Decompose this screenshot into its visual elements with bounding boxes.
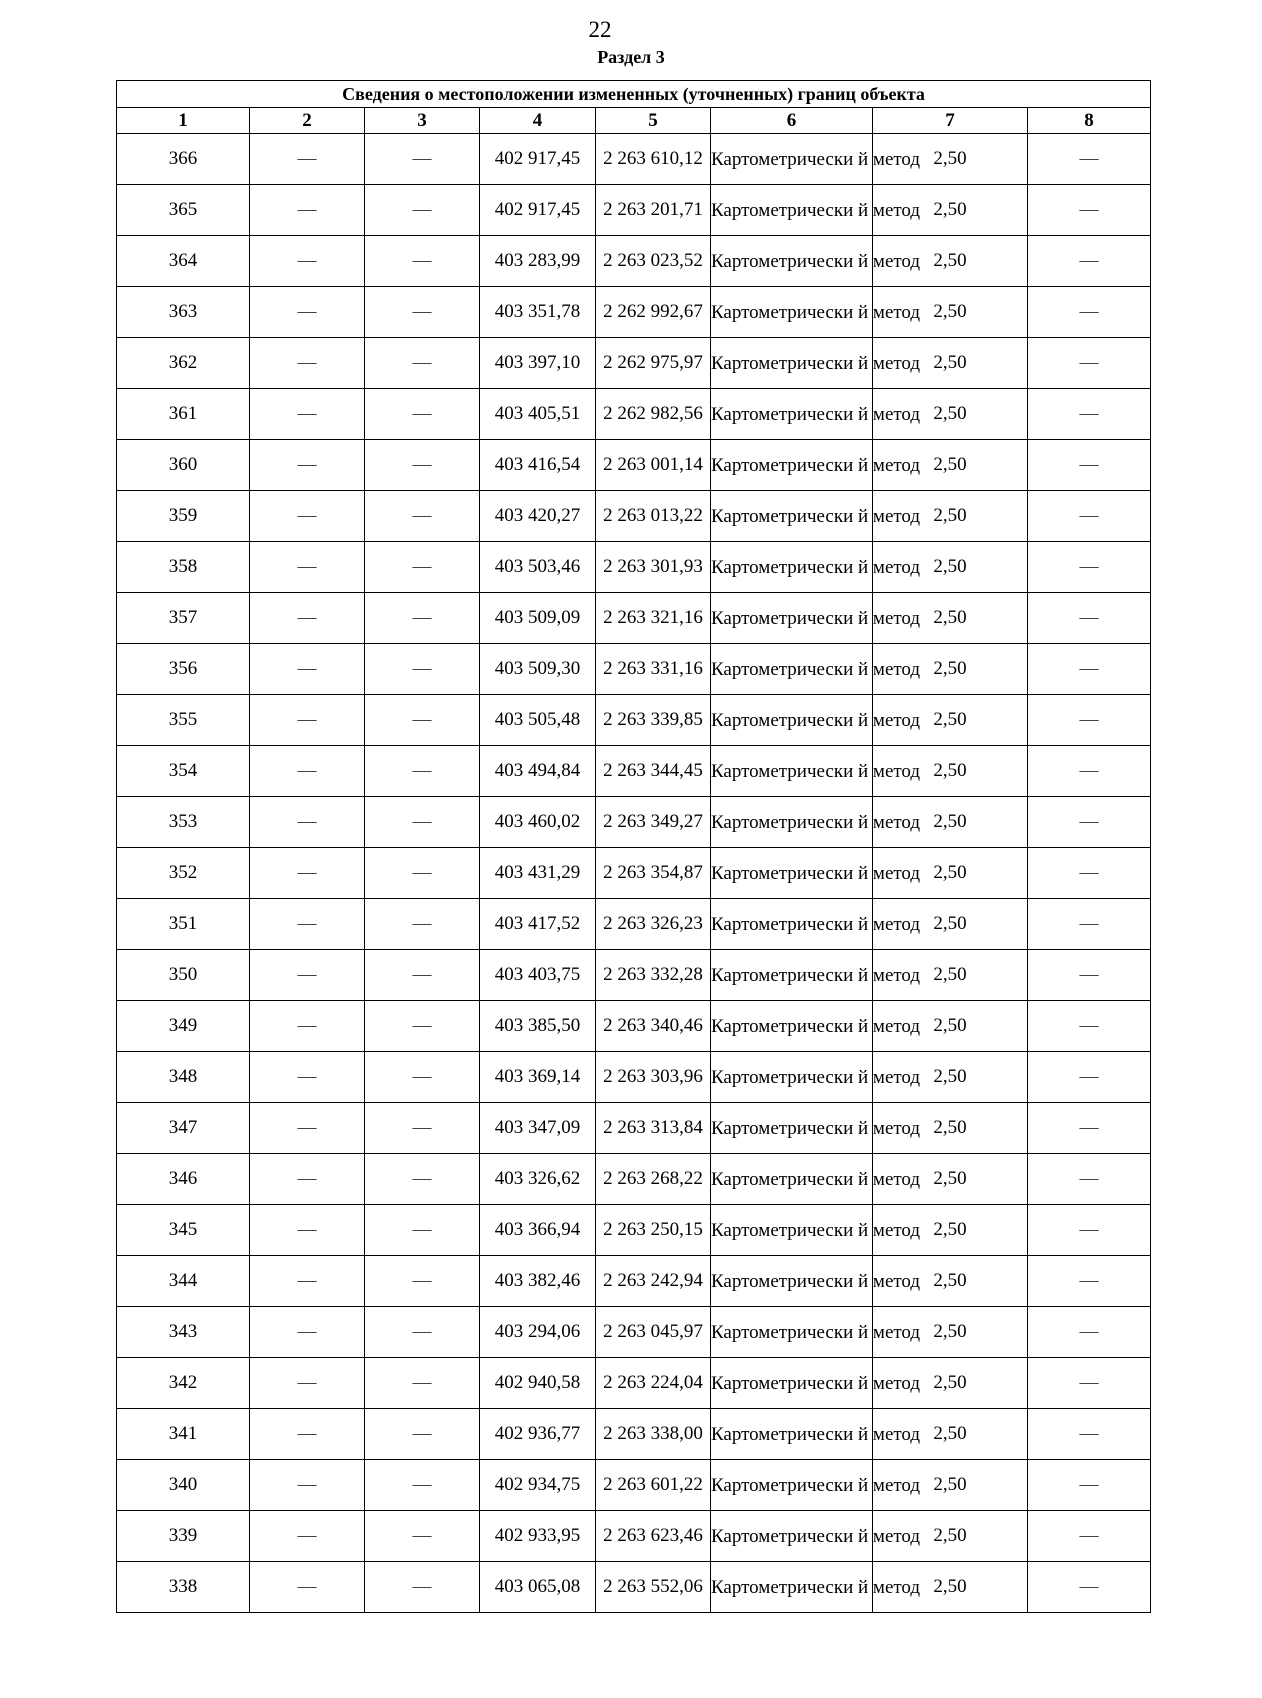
cell-col-8: — [1028,1307,1151,1358]
table-caption-row [117,81,1151,108]
cell-accuracy: 2,50 [873,1562,1028,1613]
table-row [117,950,1151,1001]
cell-point-number: 351 [117,899,250,950]
cell-col-3: — [365,950,480,1001]
cell-col-2: — [250,1001,365,1052]
cell-col-8: — [1028,644,1151,695]
cell-point-number: 350 [117,950,250,1001]
cell-coordinate-y: 2 263 349,27 [596,797,711,848]
cell-coordinate-x: 403 065,08 [480,1562,596,1613]
cell-coordinate-x: 403 403,75 [480,950,596,1001]
cell-point-number: 365 [117,185,250,236]
cell-col-8: — [1028,1001,1151,1052]
table-row [117,491,1151,542]
cell-accuracy: 2,50 [873,134,1028,185]
cell-point-number: 353 [117,797,250,848]
cell-col-3: — [365,1205,480,1256]
table-row [117,1154,1151,1205]
cell-col-3: — [365,1307,480,1358]
cell-col-3: — [365,746,480,797]
cell-col-2: — [250,491,365,542]
cell-col-2: — [250,338,365,389]
cell-accuracy: 2,50 [873,1205,1028,1256]
cell-method: Картометрически й метод [711,542,873,593]
cell-col-3: — [365,1409,480,1460]
cell-coordinate-y: 2 263 340,46 [596,1001,711,1052]
table-row [117,134,1151,185]
cell-col-3: — [365,185,480,236]
cell-col-3: — [365,1511,480,1562]
table-row [117,1001,1151,1052]
cell-point-number: 338 [117,1562,250,1613]
cell-point-number: 357 [117,593,250,644]
cell-point-number: 360 [117,440,250,491]
cell-col-3: — [365,695,480,746]
cell-accuracy: 2,50 [873,287,1028,338]
cell-col-2: — [250,1562,365,1613]
cell-accuracy: 2,50 [873,593,1028,644]
cell-coordinate-x: 403 397,10 [480,338,596,389]
column-number-1: 1 [117,108,250,134]
cell-col-2: — [250,134,365,185]
cell-coordinate-y: 2 263 045,97 [596,1307,711,1358]
cell-col-8: — [1028,950,1151,1001]
cell-col-2: — [250,1358,365,1409]
cell-point-number: 346 [117,1154,250,1205]
cell-accuracy: 2,50 [873,1001,1028,1052]
cell-col-3: — [365,1460,480,1511]
cell-method: Картометрически й метод [711,1562,873,1613]
cell-accuracy: 2,50 [873,695,1028,746]
cell-method: Картометрически й метод [711,1001,873,1052]
cell-coordinate-x: 403 405,51 [480,389,596,440]
cell-coordinate-y: 2 263 303,96 [596,1052,711,1103]
table-row [117,695,1151,746]
cell-point-number: 348 [117,1052,250,1103]
cell-point-number: 355 [117,695,250,746]
cell-col-3: — [365,236,480,287]
cell-coordinate-x: 403 382,46 [480,1256,596,1307]
cell-accuracy: 2,50 [873,1154,1028,1205]
cell-method: Картометрически й метод [711,1103,873,1154]
cell-accuracy: 2,50 [873,644,1028,695]
column-number-2: 2 [250,108,365,134]
cell-coordinate-y: 2 263 268,22 [596,1154,711,1205]
cell-point-number: 345 [117,1205,250,1256]
cell-col-8: — [1028,287,1151,338]
cell-coordinate-y: 2 263 250,15 [596,1205,711,1256]
cell-coordinate-x: 402 934,75 [480,1460,596,1511]
cell-point-number: 340 [117,1460,250,1511]
cell-coordinate-y: 2 263 338,00 [596,1409,711,1460]
cell-method: Картометрически й метод [711,1205,873,1256]
cell-coordinate-y: 2 263 001,14 [596,440,711,491]
table-row [117,1052,1151,1103]
column-number-6: 6 [711,108,873,134]
cell-col-8: — [1028,1256,1151,1307]
cell-point-number: 339 [117,1511,250,1562]
cell-point-number: 344 [117,1256,250,1307]
cell-coordinate-x: 403 326,62 [480,1154,596,1205]
cell-col-8: — [1028,491,1151,542]
table-row [117,899,1151,950]
cell-col-8: — [1028,542,1151,593]
cell-coordinate-x: 402 917,45 [480,134,596,185]
cell-col-8: — [1028,134,1151,185]
cell-method: Картометрически й метод [711,134,873,185]
table-row [117,593,1151,644]
cell-col-8: — [1028,1103,1151,1154]
cell-coordinate-x: 403 494,84 [480,746,596,797]
table-row [117,1307,1151,1358]
cell-coordinate-y: 2 263 552,06 [596,1562,711,1613]
cell-col-8: — [1028,1409,1151,1460]
cell-method: Картометрически й метод [711,185,873,236]
cell-coordinate-y: 2 263 344,45 [596,746,711,797]
table-row [117,287,1151,338]
cell-col-3: — [365,848,480,899]
table-row [117,848,1151,899]
cell-accuracy: 2,50 [873,1511,1028,1562]
cell-coordinate-y: 2 262 975,97 [596,338,711,389]
cell-coordinate-x: 402 936,77 [480,1409,596,1460]
cell-method: Картометрически й метод [711,848,873,899]
table-caption: Сведения о местоположении измененных (уточненных) границ объекта [117,81,1151,108]
cell-col-2: — [250,542,365,593]
cell-method: Картометрически й метод [711,440,873,491]
table-row [117,1460,1151,1511]
cell-method: Картометрически й метод [711,1409,873,1460]
cell-accuracy: 2,50 [873,491,1028,542]
cell-coordinate-x: 403 351,78 [480,287,596,338]
cell-col-3: — [365,491,480,542]
cell-col-8: — [1028,236,1151,287]
cell-col-8: — [1028,593,1151,644]
cell-col-8: — [1028,1358,1151,1409]
cell-point-number: 363 [117,287,250,338]
table-row [117,746,1151,797]
cell-coordinate-x: 403 431,29 [480,848,596,899]
cell-col-8: — [1028,1154,1151,1205]
cell-method: Картометрически й метод [711,950,873,1001]
column-number-3: 3 [365,108,480,134]
table-row [117,542,1151,593]
cell-coordinate-x: 403 385,50 [480,1001,596,1052]
cell-point-number: 362 [117,338,250,389]
cell-accuracy: 2,50 [873,899,1028,950]
cell-col-3: — [365,1562,480,1613]
cell-col-8: — [1028,1052,1151,1103]
cell-col-3: — [365,1103,480,1154]
cell-col-3: — [365,797,480,848]
cell-method: Картометрически й метод [711,1256,873,1307]
cell-col-2: — [250,1205,365,1256]
cell-accuracy: 2,50 [873,338,1028,389]
section-title: Раздел 3 [597,47,665,67]
cell-coordinate-y: 2 262 992,67 [596,287,711,338]
cell-col-2: — [250,1409,365,1460]
cell-col-3: — [365,1358,480,1409]
cell-point-number: 359 [117,491,250,542]
cell-point-number: 341 [117,1409,250,1460]
cell-point-number: 358 [117,542,250,593]
cell-col-8: — [1028,695,1151,746]
cell-method: Картометрически й метод [711,1052,873,1103]
cell-col-2: — [250,389,365,440]
cell-col-3: — [365,287,480,338]
cell-coordinate-x: 403 283,99 [480,236,596,287]
cell-col-8: — [1028,1205,1151,1256]
table-row [117,185,1151,236]
cell-col-2: — [250,1103,365,1154]
cell-col-8: — [1028,440,1151,491]
cell-coordinate-x: 403 505,48 [480,695,596,746]
cell-col-2: — [250,1511,365,1562]
cell-method: Картометрически й метод [711,1511,873,1562]
cell-col-3: — [365,338,480,389]
column-number-8: 8 [1028,108,1151,134]
cell-col-3: — [365,389,480,440]
boundary-coordinates-table [116,80,1151,1613]
cell-accuracy: 2,50 [873,1358,1028,1409]
cell-col-3: — [365,542,480,593]
cell-col-8: — [1028,338,1151,389]
table-row [117,1358,1151,1409]
table-row [117,1409,1151,1460]
cell-coordinate-y: 2 263 332,28 [596,950,711,1001]
cell-point-number: 347 [117,1103,250,1154]
cell-coordinate-x: 403 420,27 [480,491,596,542]
cell-col-2: — [250,848,365,899]
cell-point-number: 366 [117,134,250,185]
cell-col-3: — [365,1052,480,1103]
cell-col-2: — [250,950,365,1001]
cell-method: Картометрически й метод [711,287,873,338]
cell-coordinate-x: 403 503,46 [480,542,596,593]
cell-coordinate-x: 403 347,09 [480,1103,596,1154]
cell-method: Картометрически й метод [711,491,873,542]
page-number: 22 [588,17,612,42]
cell-accuracy: 2,50 [873,1307,1028,1358]
cell-col-2: — [250,185,365,236]
cell-coordinate-x: 402 917,45 [480,185,596,236]
cell-coordinate-y: 2 263 013,22 [596,491,711,542]
cell-accuracy: 2,50 [873,440,1028,491]
cell-col-3: — [365,1154,480,1205]
cell-col-2: — [250,236,365,287]
cell-method: Картометрически й метод [711,1460,873,1511]
cell-point-number: 352 [117,848,250,899]
table-row [117,236,1151,287]
cell-accuracy: 2,50 [873,1460,1028,1511]
cell-col-3: — [365,134,480,185]
cell-accuracy: 2,50 [873,1256,1028,1307]
cell-coordinate-y: 2 263 601,22 [596,1460,711,1511]
cell-coordinate-y: 2 263 331,16 [596,644,711,695]
cell-coordinate-y: 2 262 982,56 [596,389,711,440]
table-row [117,1511,1151,1562]
cell-col-8: — [1028,746,1151,797]
cell-coordinate-y: 2 263 610,12 [596,134,711,185]
cell-accuracy: 2,50 [873,746,1028,797]
cell-coordinate-y: 2 263 224,04 [596,1358,711,1409]
cell-coordinate-x: 403 417,52 [480,899,596,950]
table-row [117,797,1151,848]
cell-col-8: — [1028,899,1151,950]
cell-coordinate-x: 403 369,14 [480,1052,596,1103]
cell-col-8: — [1028,1511,1151,1562]
cell-method: Картометрически й метод [711,695,873,746]
cell-col-2: — [250,1307,365,1358]
column-number-row [117,108,1151,134]
table-row [117,1562,1151,1613]
cell-col-3: — [365,644,480,695]
cell-accuracy: 2,50 [873,236,1028,287]
column-number-5: 5 [596,108,711,134]
cell-coordinate-y: 2 263 623,46 [596,1511,711,1562]
cell-col-3: — [365,593,480,644]
cell-method: Картометрически й метод [711,1358,873,1409]
cell-coordinate-y: 2 263 321,16 [596,593,711,644]
cell-col-8: — [1028,185,1151,236]
cell-accuracy: 2,50 [873,848,1028,899]
table-row [117,1103,1151,1154]
cell-col-2: — [250,644,365,695]
cell-method: Картометрически й метод [711,644,873,695]
cell-coordinate-x: 403 294,06 [480,1307,596,1358]
cell-col-3: — [365,899,480,950]
cell-point-number: 361 [117,389,250,440]
cell-accuracy: 2,50 [873,950,1028,1001]
cell-col-8: — [1028,1460,1151,1511]
cell-point-number: 342 [117,1358,250,1409]
cell-coordinate-y: 2 263 313,84 [596,1103,711,1154]
cell-point-number: 354 [117,746,250,797]
table-body [117,134,1151,1613]
cell-point-number: 364 [117,236,250,287]
cell-col-8: — [1028,1562,1151,1613]
cell-col-8: — [1028,848,1151,899]
cell-method: Картометрически й метод [711,1307,873,1358]
cell-col-2: — [250,797,365,848]
cell-col-3: — [365,440,480,491]
table-row [117,338,1151,389]
cell-col-2: — [250,593,365,644]
cell-col-2: — [250,746,365,797]
cell-coordinate-x: 402 933,95 [480,1511,596,1562]
cell-col-2: — [250,1256,365,1307]
cell-col-2: — [250,899,365,950]
cell-col-2: — [250,1052,365,1103]
cell-col-8: — [1028,797,1151,848]
cell-coordinate-y: 2 263 242,94 [596,1256,711,1307]
cell-point-number: 343 [117,1307,250,1358]
cell-coordinate-x: 403 366,94 [480,1205,596,1256]
cell-coordinate-x: 403 416,54 [480,440,596,491]
cell-col-2: — [250,287,365,338]
table-row [117,389,1151,440]
cell-coordinate-y: 2 263 201,71 [596,185,711,236]
cell-col-2: — [250,440,365,491]
cell-col-3: — [365,1001,480,1052]
table-row [117,1256,1151,1307]
cell-accuracy: 2,50 [873,185,1028,236]
cell-method: Картометрически й метод [711,797,873,848]
cell-col-2: — [250,1154,365,1205]
cell-coordinate-y: 2 263 301,93 [596,542,711,593]
cell-coordinate-y: 2 263 339,85 [596,695,711,746]
cell-method: Картометрически й метод [711,389,873,440]
table-row [117,440,1151,491]
cell-coordinate-y: 2 263 354,87 [596,848,711,899]
table-row [117,644,1151,695]
cell-accuracy: 2,50 [873,1103,1028,1154]
cell-col-2: — [250,695,365,746]
column-number-7: 7 [873,108,1028,134]
cell-coordinate-x: 403 509,30 [480,644,596,695]
cell-accuracy: 2,50 [873,1409,1028,1460]
cell-coordinate-y: 2 263 326,23 [596,899,711,950]
cell-coordinate-x: 403 460,02 [480,797,596,848]
cell-col-8: — [1028,389,1151,440]
cell-point-number: 349 [117,1001,250,1052]
cell-coordinate-y: 2 263 023,52 [596,236,711,287]
cell-point-number: 356 [117,644,250,695]
cell-method: Картометрически й метод [711,1154,873,1205]
cell-accuracy: 2,50 [873,1052,1028,1103]
cell-method: Картометрически й метод [711,899,873,950]
cell-col-2: — [250,1460,365,1511]
cell-method: Картометрически й метод [711,746,873,797]
cell-coordinate-x: 403 509,09 [480,593,596,644]
cell-col-3: — [365,1256,480,1307]
cell-method: Картометрически й метод [711,338,873,389]
cell-method: Картометрически й метод [711,593,873,644]
cell-coordinate-x: 402 940,58 [480,1358,596,1409]
table-row [117,1205,1151,1256]
cell-method: Картометрически й метод [711,236,873,287]
cell-accuracy: 2,50 [873,542,1028,593]
cell-accuracy: 2,50 [873,797,1028,848]
cell-accuracy: 2,50 [873,389,1028,440]
column-number-4: 4 [480,108,596,134]
